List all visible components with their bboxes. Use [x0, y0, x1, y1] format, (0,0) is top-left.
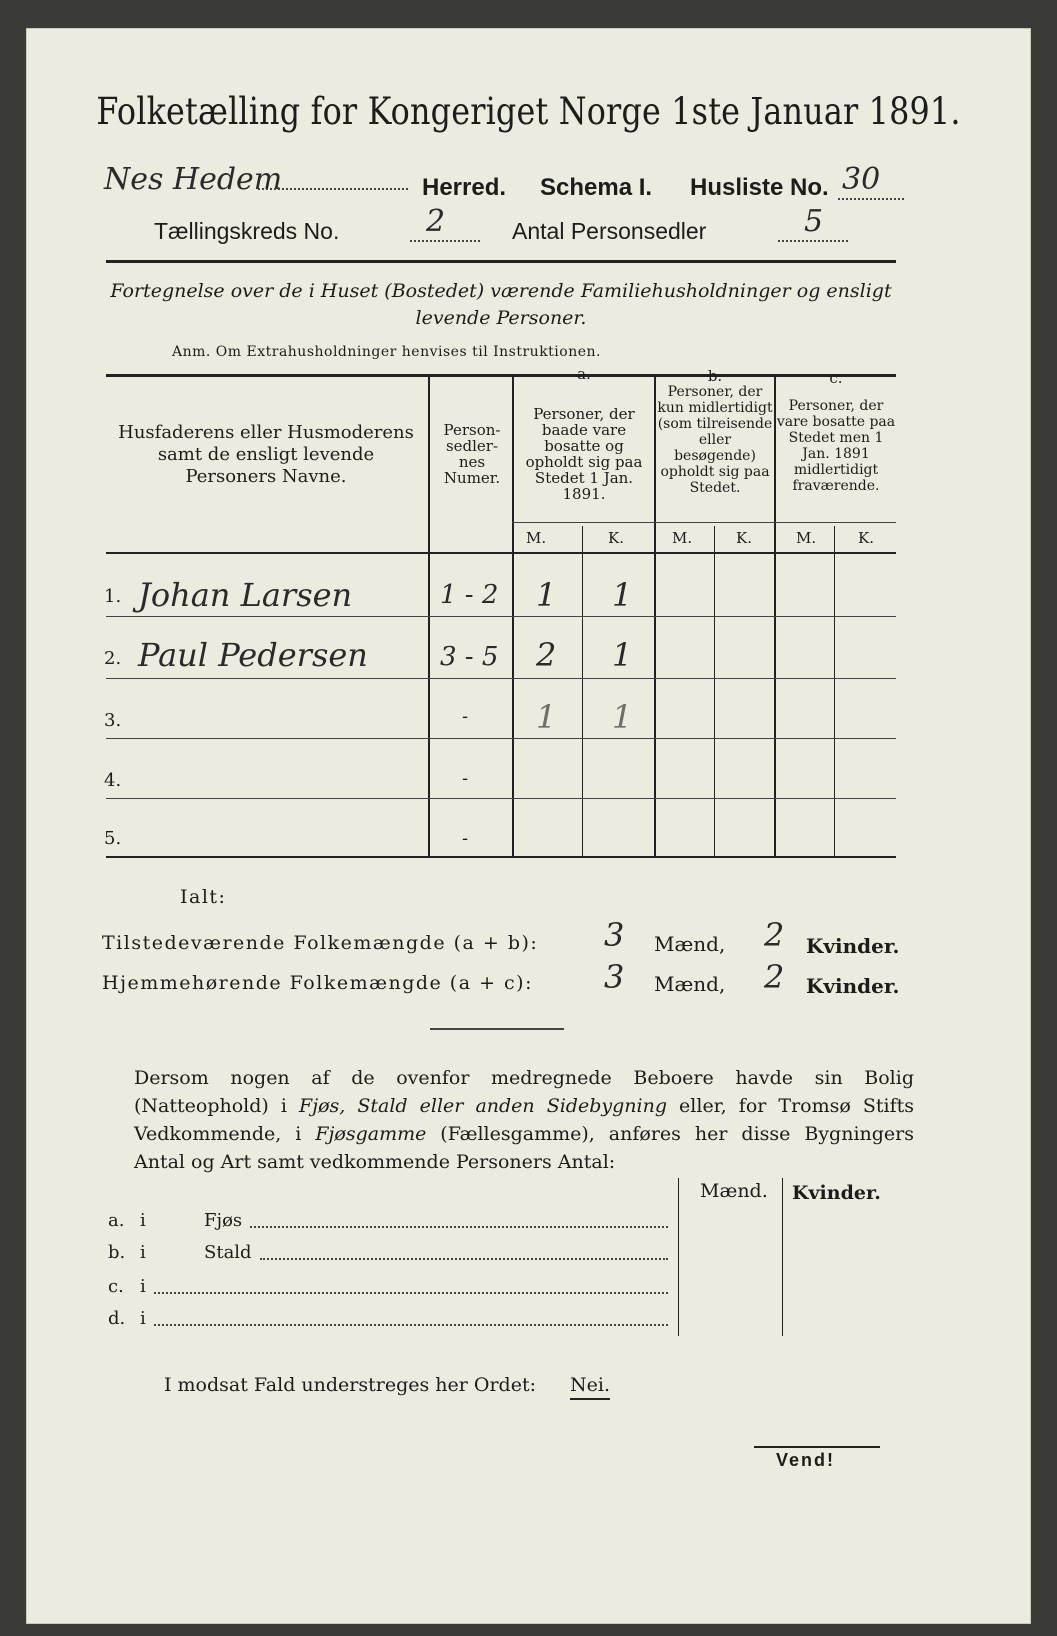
personsedler-dots [778, 240, 848, 242]
building-i: i [140, 1276, 146, 1297]
tilstede-maend-value: 3 [604, 916, 625, 954]
row-number: 5. [104, 828, 122, 849]
buildings-maend-header: Mænd. [700, 1180, 768, 1202]
hjemme-kvinder-label: Kvinder. [806, 974, 900, 998]
hjemme-maend-label: Mænd, [654, 972, 726, 996]
building-letter: b. [108, 1242, 126, 1263]
row-line [106, 738, 896, 739]
buildings-divider [782, 1178, 783, 1336]
b-k-label: K. [736, 529, 752, 547]
building-letter: a. [108, 1210, 125, 1231]
herred-name: Nes Hedem [104, 162, 283, 197]
kreds-number: 2 [426, 204, 446, 239]
hjemme-label: Hjemmehørende Folkemængde (a + c): [102, 972, 533, 994]
col-c-letter: c. [829, 369, 843, 387]
row-line [106, 616, 896, 617]
vend-text: Vend! [776, 1450, 836, 1470]
tilstede-maend-label: Mænd, [654, 932, 726, 956]
building-i: i [140, 1308, 146, 1329]
a-m-value: 2 [536, 636, 557, 674]
a-k-value: 1 [612, 698, 633, 736]
schema-label: Schema I. [540, 174, 653, 201]
c-k-label: K. [858, 529, 874, 547]
buildings-kvinder-header: Kvinder. [792, 1182, 881, 1204]
vend-rule [754, 1446, 880, 1448]
paragraph-text: Dersom nogen af de ovenfor medregnede Beboere havde sin Bolig (Natteophold) i [134, 1067, 914, 1117]
c-m-label: M. [796, 529, 817, 547]
header-rule [106, 260, 896, 263]
personsedler-numer: - [462, 828, 469, 849]
nei-word: Nei. [570, 1374, 610, 1400]
a-m-label: M. [526, 529, 547, 547]
a-k-value: 1 [612, 576, 633, 614]
personsedler-numer: 1 - 2 [440, 580, 499, 610]
building-label: Fjøs [204, 1210, 243, 1231]
tilstede-label: Tilstedeværende Folkemængde (a + b): [102, 932, 539, 954]
row-line [106, 798, 896, 799]
kreds-label: Tællingskreds No. [154, 218, 340, 244]
personsedler-label: Antal Personsedler [512, 218, 707, 244]
a-k-label: K. [608, 529, 624, 547]
personsedler-numer: - [462, 706, 469, 727]
modsat-text: I modsat Fald understreges her Ordet: [164, 1374, 536, 1396]
census-form [26, 28, 1031, 1624]
row-number: 3. [104, 710, 122, 731]
building-label: Stald [204, 1242, 252, 1263]
col-numer-header: Person-sedler-nes Numer. [443, 421, 501, 487]
form-title: Folketælling for Kongeriget Norge 1ste Januar 1891. [96, 90, 961, 133]
personsedler-numer: 3 - 5 [440, 642, 499, 672]
paragraph-emphasis: Fjøsgamme [315, 1123, 427, 1145]
buildings-divider [678, 1178, 679, 1336]
a-k-value: 1 [612, 636, 633, 674]
building-dots [260, 1258, 668, 1260]
form-note: Anm. Om Extrahusholdninger henvises til Instruktionen. [172, 344, 601, 360]
instruction-paragraph [134, 1064, 914, 1176]
hjemme-maend-value: 3 [604, 958, 625, 996]
building-dots [154, 1324, 668, 1326]
row-number: 4. [104, 770, 122, 791]
building-letter: c. [108, 1276, 124, 1297]
husliste-number: 30 [842, 162, 881, 197]
a-m-value: 1 [536, 576, 557, 614]
paragraph-text: eller, for Tromsø Stifts Vedkommende, i [134, 1095, 915, 1145]
separator [430, 1028, 564, 1030]
c-mk-divider [834, 526, 835, 856]
b-m-label: M. [672, 529, 693, 547]
col-c-header: Personer, der vare bosatte paa Stedet men 1 Jan. 1891 midlertidigt fraværende. [776, 398, 896, 494]
ialt-label: Ialt: [180, 886, 227, 908]
col-a-letter: a. [577, 365, 591, 383]
personsedler-numer: - [462, 768, 469, 789]
row-number: 2. [104, 648, 122, 669]
building-i: i [140, 1242, 146, 1263]
herred-dots [258, 188, 408, 190]
form-subtitle: Fortegnelse over de i Huset (Bostedet) værende Familiehusholdninger og ensligt levende Personer. [110, 280, 892, 329]
row-line [106, 678, 896, 679]
table-head-rule [106, 552, 896, 554]
person-name: Johan Larsen [138, 576, 353, 614]
col-b-letter: b. [707, 367, 723, 385]
husliste-dots [838, 198, 904, 200]
col-b-header: Personer, der kun midlertidigt (som tilreisende eller besøgende) opholdt sig paa Stedet. [657, 384, 773, 496]
person-name: Paul Pedersen [138, 636, 368, 674]
paragraph-text: (Fællesgamme), anføres her disse Bygningers Antal og Art samt vedkommende Personers Antal: [134, 1123, 915, 1173]
a-m-value: 1 [536, 698, 557, 736]
col-names-header: Husfaderens eller Husmoderens samt de ensligt levende Personers Navne. [118, 422, 414, 487]
building-i: i [140, 1210, 146, 1231]
tilstede-kvinder-value: 2 [764, 916, 785, 954]
row-number: 1. [104, 586, 122, 607]
col-a-header: Personer, der baade vare bosatte og opholdt sig paa Stedet 1 Jan. 1891. [525, 405, 643, 503]
table-bottom-rule [106, 856, 896, 858]
building-dots [250, 1226, 668, 1228]
mk-rule [512, 522, 896, 523]
paragraph-emphasis: Fjøs, Stald eller anden Sidebygning [299, 1095, 667, 1117]
b-mk-divider [714, 526, 715, 856]
herred-label: Herred. [422, 174, 507, 201]
building-dots [154, 1292, 668, 1294]
husliste-label: Husliste No. [690, 174, 829, 201]
kreds-dots [410, 240, 480, 242]
hjemme-kvinder-value: 2 [764, 958, 785, 996]
personsedler-count: 5 [804, 204, 824, 239]
tilstede-kvinder-label: Kvinder. [806, 934, 900, 958]
a-mk-divider [582, 526, 583, 856]
building-letter: d. [108, 1308, 126, 1329]
